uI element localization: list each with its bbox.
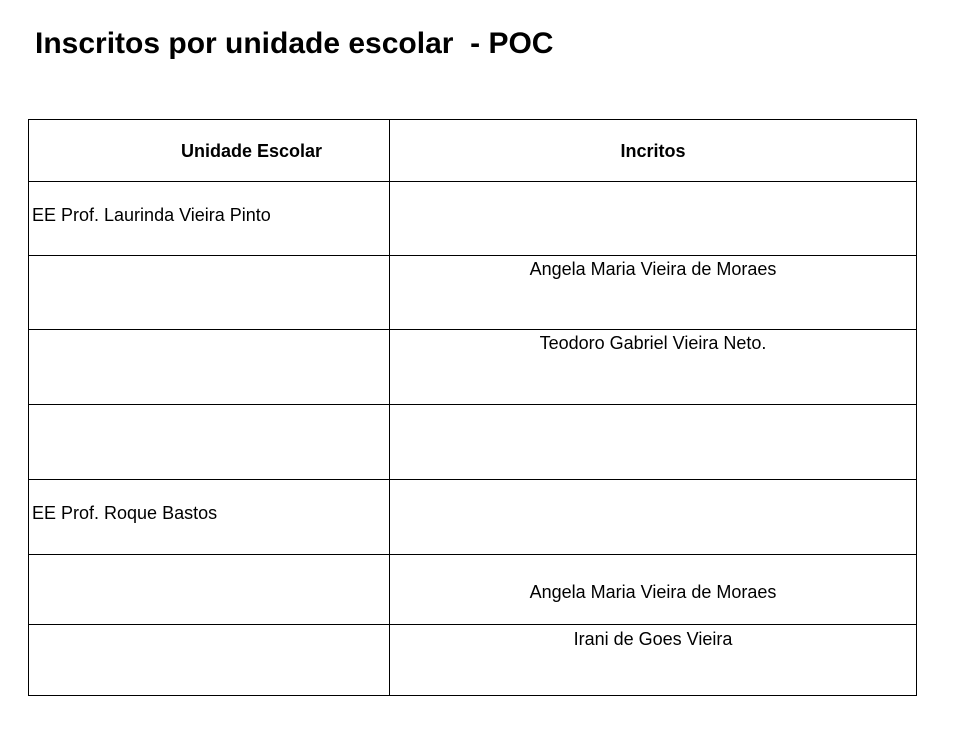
unit-cell — [29, 182, 390, 256]
enrolled-text: Angela Maria Vieira de Moraes — [529, 259, 777, 279]
unit-text: EE Prof. Roque Bastos — [32, 503, 218, 523]
enrolled-cell — [390, 182, 917, 256]
table-row — [29, 330, 917, 405]
header-inscritos: Incritos — [390, 120, 917, 182]
unit-cell — [29, 405, 390, 480]
enrolled-cell — [390, 256, 917, 330]
unit-cell — [29, 625, 390, 696]
unit-text: EE Prof. Laurinda Vieira Pinto — [32, 205, 271, 225]
enrolled-cell — [390, 480, 917, 555]
enrolled-text: Irani de Goes Vieira — [573, 629, 733, 649]
table-row — [29, 405, 917, 480]
table-row — [29, 555, 917, 625]
table-row — [29, 625, 917, 696]
unit-cell — [29, 330, 390, 405]
enrolled-cell — [390, 330, 917, 405]
table-row — [29, 480, 917, 555]
enrollment-table — [28, 119, 917, 696]
enrolled-cell — [390, 625, 917, 696]
enrolled-text: Angela Maria Vieira de Moraes — [529, 582, 777, 602]
unit-cell — [29, 555, 390, 625]
table-row — [29, 182, 917, 256]
table-row — [29, 256, 917, 330]
page-title: Inscritos por unidade escolar - POC — [35, 27, 554, 60]
unit-cell — [29, 480, 390, 555]
table-header-row — [29, 120, 917, 182]
enrolled-cell — [390, 405, 917, 480]
header-unidade-escolar: Unidade Escolar — [29, 120, 390, 182]
enrolled-text: Teodoro Gabriel Vieira Neto. — [539, 333, 767, 353]
unit-cell — [29, 256, 390, 330]
enrolled-cell — [390, 555, 917, 625]
